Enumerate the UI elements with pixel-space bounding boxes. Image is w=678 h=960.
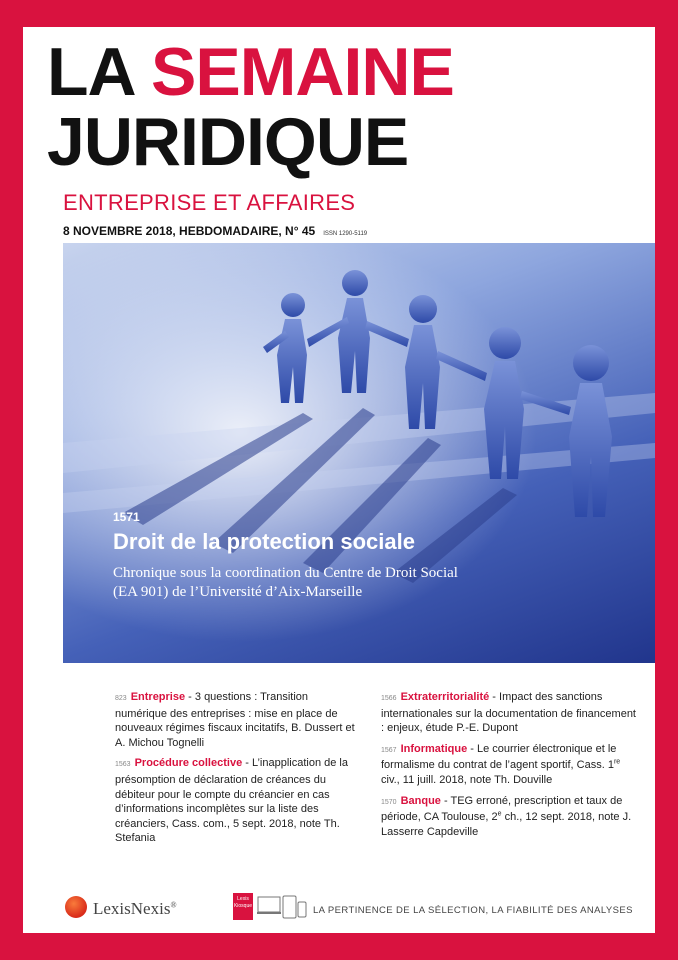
kiosque-line-1: Lexis [237, 896, 249, 902]
kiosque-line-2: Kiosque [233, 903, 253, 909]
issn: ISSN 1290-5119 [323, 231, 368, 237]
toc-entry-number: 1566 [381, 695, 397, 702]
toc-entry[interactable]: 823 Entreprise - 3 questions : Transition numérique des entreprises : mise en place de nouveaux régimes fiscaux incitatifs, B. Dussert et A. Michou Tognelli [115, 691, 355, 749]
hero-image [63, 243, 655, 663]
toc-entry-heading: Banque [400, 794, 441, 807]
hero-subtitle [113, 564, 458, 602]
toc-entry-heading: Entreprise [130, 691, 186, 703]
masthead-line-1 [47, 34, 454, 110]
toc-entry-number: 823 [115, 695, 127, 702]
toc-entry[interactable]: 1570 Banque - TEG erroné, prescription et taux de période, CA Toulouse, 2e ch., 12 sept. 2018, note J. Lasserre Capdeville [381, 794, 632, 838]
masthead-word-semaine: SEMAINE [151, 34, 454, 110]
journal-subtitle: ENTREPRISE ET AFFAIRES [63, 190, 356, 215]
masthead-line-2: JURIDIQUE [47, 104, 409, 180]
masthead-word-la: LA [47, 34, 152, 110]
toc-entry[interactable]: 1566 Extraterritorialité - Impact des sanctions internationales sur la documentation de financement : enjeux, étude P.-E. Dupont [381, 691, 636, 735]
toc-entry-superscript: e [497, 810, 502, 818]
right-border-strip [655, 27, 678, 933]
toc-entry-number: 1567 [381, 746, 397, 754]
toc-entry-superscript: re [613, 758, 621, 766]
devices-icon [257, 894, 307, 922]
publisher-name: LexisNexis [93, 899, 171, 918]
hero-subtitle-line-1: Chronique sous la coordination du Centre de Droit Social [113, 565, 458, 581]
toc-entry-number: 1563 [115, 761, 131, 769]
toc-entry-text-b: ch., 12 sept. 2018, note J. Lasserre Capdeville [381, 811, 632, 838]
toc-entry-text-a: TEG erroné, prescription et taux de période, CA Toulouse, 2 [381, 794, 623, 824]
toc-entry-text: L’inapplication de la présomption de déclaration de créances du débiteur pour le compte du créancier en cas d’informations incomplètes sur la liste des créanciers, Cass. com., 5 sept. 2018, note Th. Stefania [115, 757, 348, 845]
toc-entry-heading: Extraterritorialité [400, 691, 490, 703]
contents-column-left [115, 690, 360, 852]
hero-article-number: 1571 [113, 510, 140, 524]
toc-entry-text-b: civ., 11 juill. 2018, note Th. Douville [381, 773, 553, 786]
toc-entry[interactable]: 1567 Informatique - Le courrier électronique et le formalisme du contrat de l’agent sportif, Cass. 1re civ., 11 juill. 2018, note Th. Douville [381, 742, 621, 786]
toc-entry-heading: Procédure collective [134, 757, 243, 770]
registered-mark: ® [170, 900, 177, 910]
issue-date: 8 NOVEMBRE 2018, HEBDOMADAIRE, N° 45 [63, 224, 316, 238]
toc-entry[interactable]: 1563 Procédure collective - L’inapplication de la présomption de déclaration de créances du débiteur pour le compte du créancier en cas d’informations incomplètes sur la liste des créanciers, Cass. com., 5 sept. 2018, note Th. Stefania [115, 757, 348, 845]
issue-dateline [63, 224, 367, 238]
hero-title: Droit de la protection sociale [113, 529, 415, 554]
footer-tagline: LA PERTINENCE DE LA SÉLECTION, LA FIABILITÉ DES ANALYSES [313, 905, 633, 916]
lexisnexis-globe-icon [65, 896, 87, 918]
hero-subtitle-line-2: (EA 901) de l’Université d’Aix-Marseille [113, 584, 363, 600]
toc-entry-heading: Informatique [400, 742, 468, 755]
toc-entry-number: 1570 [381, 798, 397, 806]
lexis-kiosque-badge [233, 893, 253, 920]
toc-entry-text-a: Le courrier électronique et le formalisme du contrat de l’agent sportif, Cass. 1 [381, 742, 617, 772]
contents-column-right [381, 690, 636, 845]
publisher-logo [93, 899, 177, 919]
toc-entry-text: 3 questions : Transition numérique des entreprises : mise en place de nouveaux régimes fiscaux incitatifs, B. Dussert et A. Michou Tognelli [115, 691, 355, 749]
cover-footer [63, 888, 633, 928]
toc-entry-text: Impact des sanctions internationales sur la documentation de financement : enjeux, étude P.-E. Dupont [381, 691, 636, 735]
